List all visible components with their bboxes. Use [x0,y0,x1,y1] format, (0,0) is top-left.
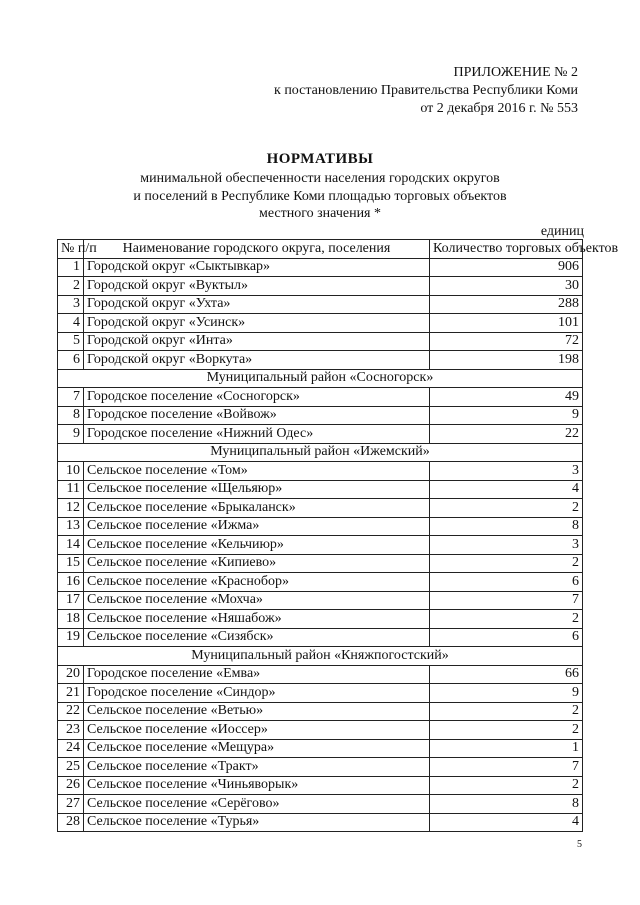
settlement-name: Сельское поселение «Ижма» [84,517,430,536]
settlement-name: Городской округ «Ухта» [84,295,430,314]
settlement-name: Сельское поселение «Кипиево» [84,554,430,573]
object-count: 1 [430,739,583,758]
row-number: 8 [58,406,84,425]
table-row [58,813,583,832]
settlement-name: Сельское поселение «Щельяюр» [84,480,430,499]
table-row [58,684,583,703]
row-number: 12 [58,499,84,518]
document-title: НОРМАТИВЫ [266,151,374,167]
header-number: № п/п [58,240,84,259]
table-row [58,425,583,444]
table-row [58,517,583,536]
settlement-name: Сельское поселение «Чиньяворык» [84,776,430,795]
object-count: 2 [430,499,583,518]
object-count: 3 [430,462,583,481]
row-number: 22 [58,702,84,721]
district-row [58,369,583,388]
row-number: 5 [58,332,84,351]
row-number: 24 [58,739,84,758]
object-count: 4 [430,480,583,499]
row-number: 28 [58,813,84,832]
settlement-name: Сельское поселение «Серёгово» [84,795,430,814]
table-row [58,758,583,777]
object-count: 8 [430,795,583,814]
settlement-name: Сельское поселение «Мещура» [84,739,430,758]
row-number: 6 [58,351,84,370]
settlement-name: Сельское поселение «Том» [84,462,430,481]
table-row [58,536,583,555]
object-count: 6 [430,628,583,647]
page-number: 5 [577,839,582,850]
settlement-name: Городской округ «Усинск» [84,314,430,333]
object-count: 2 [430,610,583,629]
row-number: 17 [58,591,84,610]
table-row [58,776,583,795]
row-number: 9 [58,425,84,444]
district-row [58,443,583,462]
row-number: 20 [58,665,84,684]
table-row [58,721,583,740]
row-number: 15 [58,554,84,573]
object-count: 9 [430,406,583,425]
table-row [58,554,583,573]
table-row [58,295,583,314]
settlement-name: Городское поселение «Войвож» [84,406,430,425]
settlement-name: Городской округ «Вуктыл» [84,277,430,296]
table-row [58,258,583,277]
table-row [58,628,583,647]
settlement-name: Сельское поселение «Краснобор» [84,573,430,592]
settlement-name: Городское поселение «Синдор» [84,684,430,703]
district-name: Муниципальный район «Ижемский» [58,443,583,462]
row-number: 11 [58,480,84,499]
object-count: 2 [430,554,583,573]
settlement-name: Сельское поселение «Кельчиюр» [84,536,430,555]
norms-table [57,239,619,832]
object-count: 3 [430,536,583,555]
document-subtitle [100,170,540,223]
table-row [58,462,583,481]
units-label: единиц [540,224,584,239]
table-row [58,665,583,684]
settlement-name: Городское поселение «Емва» [84,665,430,684]
header-name: Наименование городского округа, поселения [84,240,430,259]
table-body [58,258,583,832]
row-number: 16 [58,573,84,592]
object-count: 2 [430,721,583,740]
settlement-name: Сельское поселение «Брыкаланск» [84,499,430,518]
row-number: 18 [58,610,84,629]
object-count: 30 [430,277,583,296]
settlement-name: Городской округ «Инта» [84,332,430,351]
object-count: 906 [430,258,583,277]
settlement-name: Городской округ «Сыктывкар» [84,258,430,277]
table-row [58,499,583,518]
object-count: 22 [430,425,583,444]
object-count: 7 [430,758,583,777]
table-row [58,314,583,333]
table-header-row [58,240,583,259]
subtitle-line-1: минимальной обеспеченности населения городских округов [140,171,500,186]
table-row [58,332,583,351]
district-name: Муниципальный район «Княжпогостский» [58,647,583,666]
settlement-name: Сельское поселение «Ветью» [84,702,430,721]
object-count: 6 [430,573,583,592]
table-row [58,795,583,814]
district-row [58,647,583,666]
settlement-name: Сельское поселение «Тракт» [84,758,430,777]
row-number: 1 [58,258,84,277]
row-number: 13 [58,517,84,536]
object-count: 49 [430,388,583,407]
object-count: 7 [430,591,583,610]
row-number: 19 [58,628,84,647]
appendix-date: от 2 декабря 2016 г. № 553 [420,101,578,116]
object-count: 8 [430,517,583,536]
object-count: 2 [430,702,583,721]
header-quantity: Количество торговых объектов [430,240,583,259]
table-row [58,388,583,407]
object-count: 4 [430,813,583,832]
appendix-reference: к постановлению Правительства Республики Коми [274,83,578,98]
row-number: 25 [58,758,84,777]
district-name: Муниципальный район «Сосногорск» [58,369,583,388]
settlement-name: Сельское поселение «Мохча» [84,591,430,610]
table-row [58,702,583,721]
table-row [58,277,583,296]
object-count: 198 [430,351,583,370]
table-row [58,406,583,425]
table-row [58,480,583,499]
object-count: 66 [430,665,583,684]
table-row [58,739,583,758]
row-number: 7 [58,388,84,407]
table-row [58,573,583,592]
row-number: 4 [58,314,84,333]
row-number: 3 [58,295,84,314]
subtitle-line-2: и поселений в Республике Коми площадью торговых объектов [133,188,507,204]
row-number: 26 [58,776,84,795]
appendix-title: ПРИЛОЖЕНИЕ № 2 [453,65,578,80]
settlement-name: Сельское поселение «Няшабож» [84,610,430,629]
row-number: 23 [58,721,84,740]
row-number: 2 [58,277,84,296]
object-count: 72 [430,332,583,351]
object-count: 9 [430,684,583,703]
subtitle-line-3: местного значения * [259,206,381,221]
table-row [58,610,583,629]
settlement-name: Сельское поселение «Сизябск» [84,628,430,647]
settlement-name: Городское поселение «Сосногорск» [84,388,430,407]
table-row [58,351,583,370]
settlement-name: Сельское поселение «Турья» [84,813,430,832]
row-number: 10 [58,462,84,481]
settlement-name: Городской округ «Воркута» [84,351,430,370]
row-number: 14 [58,536,84,555]
appendix-header [274,64,578,118]
object-count: 2 [430,776,583,795]
row-number: 27 [58,795,84,814]
row-number: 21 [58,684,84,703]
object-count: 101 [430,314,583,333]
settlement-name: Сельское поселение «Иоссер» [84,721,430,740]
settlement-name: Городское поселение «Нижний Одес» [84,425,430,444]
table-row [58,591,583,610]
object-count: 288 [430,295,583,314]
